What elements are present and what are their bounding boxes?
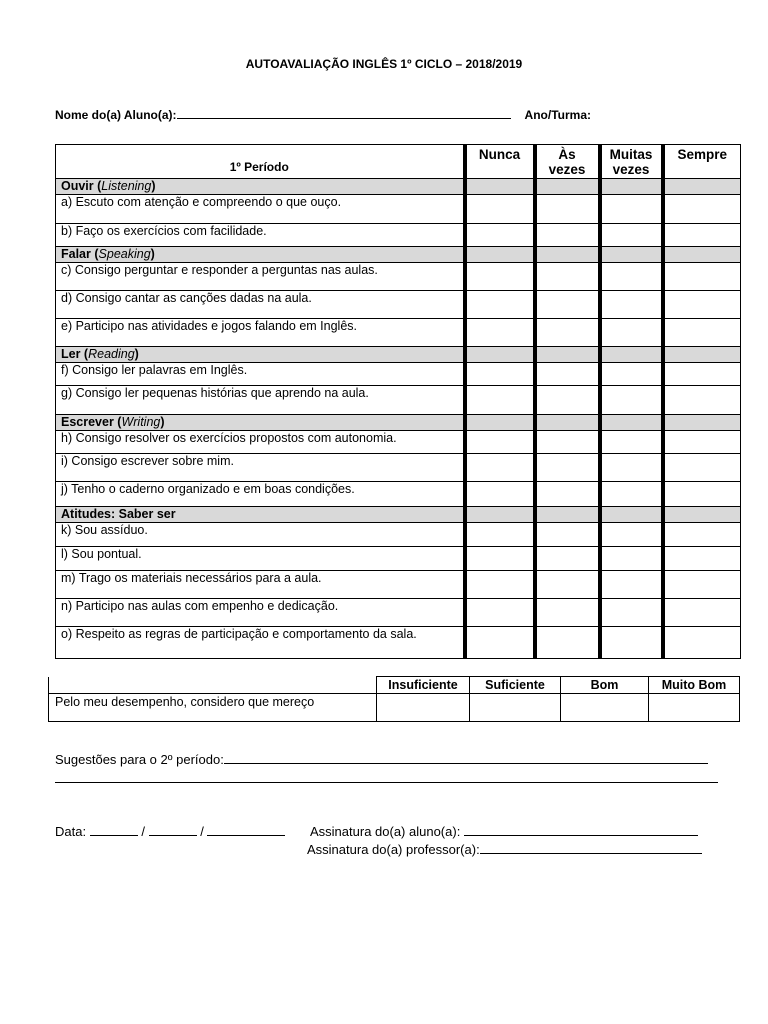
student-signature-row <box>310 822 698 839</box>
grade-cell[interactable] <box>377 694 470 722</box>
table-row <box>56 263 741 291</box>
student-name-label: Nome do(a) Aluno(a): <box>55 108 177 122</box>
suggestions-field[interactable] <box>224 750 708 764</box>
answer-cell[interactable] <box>465 363 535 386</box>
item-label: g) Consigo ler pequenas histórias que aprendo na aula. <box>56 386 465 415</box>
answer-cell[interactable] <box>465 386 535 415</box>
item-label: h) Consigo resolver os exercícios propostos com autonomia. <box>56 431 465 454</box>
answer-cell[interactable] <box>465 319 535 347</box>
table-row <box>56 431 741 454</box>
section-label: Atitudes: Saber ser <box>56 507 465 523</box>
date-label: Data: <box>55 824 87 839</box>
answer-cell[interactable] <box>600 523 663 547</box>
item-label: j) Tenho o caderno organizado e em boas condições. <box>56 482 465 507</box>
item-label: i) Consigo escrever sobre mim. <box>56 454 465 482</box>
suggestions-label: Sugestões para o 2º período: <box>55 752 224 767</box>
section-label: Falar (Speaking) <box>56 247 465 263</box>
item-label: m) Trago os materiais necessários para a aula. <box>56 571 465 599</box>
answer-cell[interactable] <box>535 599 600 627</box>
answer-cell[interactable] <box>663 627 741 659</box>
answer-cell[interactable] <box>663 363 741 386</box>
section-row <box>56 347 741 363</box>
answer-cell[interactable] <box>465 547 535 571</box>
answer-cell[interactable] <box>663 454 741 482</box>
table-row <box>56 224 741 247</box>
answer-cell[interactable] <box>465 571 535 599</box>
answer-cell[interactable] <box>535 224 600 247</box>
answer-cell[interactable] <box>600 482 663 507</box>
answer-cell[interactable] <box>600 431 663 454</box>
page-title: AUTOAVALIAÇÃO INGLÊS 1º CICLO – 2018/2019 <box>245 57 523 71</box>
table-row <box>56 627 741 659</box>
table-row <box>56 386 741 415</box>
answer-cell[interactable] <box>663 386 741 415</box>
teacher-signature-row <box>307 840 702 857</box>
answer-cell[interactable] <box>600 319 663 347</box>
answer-cell[interactable] <box>600 263 663 291</box>
answer-cell[interactable] <box>663 319 741 347</box>
answer-cell[interactable] <box>600 386 663 415</box>
answer-cell[interactable] <box>663 195 741 224</box>
answer-cell[interactable] <box>600 363 663 386</box>
answer-cell[interactable] <box>535 482 600 507</box>
table-row <box>56 482 741 507</box>
teacher-signature-label: Assinatura do(a) professor(a): <box>307 842 480 857</box>
date-separator: / <box>141 824 145 839</box>
table-row <box>56 599 741 627</box>
answer-cell[interactable] <box>535 523 600 547</box>
col-nunca: Nunca <box>465 145 535 179</box>
answer-cell[interactable] <box>535 263 600 291</box>
grade-col-insuficiente: Insuficiente <box>377 677 470 694</box>
student-signature-label: Assinatura do(a) aluno(a): <box>310 824 461 839</box>
answer-cell[interactable] <box>663 431 741 454</box>
grade-header-row <box>49 677 740 694</box>
grade-cell[interactable] <box>561 694 649 722</box>
item-label: b) Faço os exercícios com facilidade. <box>56 224 465 247</box>
date-row <box>55 822 285 839</box>
col-sempre: Sempre <box>663 145 741 179</box>
table-row <box>56 454 741 482</box>
answer-cell[interactable] <box>663 482 741 507</box>
section-label: Escrever (Writing) <box>56 415 465 431</box>
item-label: f) Consigo ler palavras em Inglês. <box>56 363 465 386</box>
col-as-vezes: Às vezes <box>535 145 600 179</box>
grade-row-label: Pelo meu desempenho, considero que mereço <box>49 694 377 722</box>
answer-cell[interactable] <box>465 195 535 224</box>
self-assessment-table <box>55 144 741 659</box>
table-row <box>56 523 741 547</box>
answer-cell[interactable] <box>465 291 535 319</box>
date-year-field[interactable] <box>207 822 285 836</box>
answer-cell[interactable] <box>663 291 741 319</box>
grade-col-muito-bom: Muito Bom <box>649 677 740 694</box>
answer-cell[interactable] <box>663 523 741 547</box>
date-month-field[interactable] <box>149 822 197 836</box>
col-muitas-vezes: Muitas vezes <box>600 145 663 179</box>
item-label: k) Sou assíduo. <box>56 523 465 547</box>
answer-cell[interactable] <box>600 627 663 659</box>
student-name-field[interactable] <box>177 107 511 119</box>
date-day-field[interactable] <box>90 822 138 836</box>
item-label: d) Consigo cantar as canções dadas na aula. <box>56 291 465 319</box>
answer-cell[interactable] <box>663 599 741 627</box>
answer-cell[interactable] <box>535 547 600 571</box>
answer-cell[interactable] <box>465 482 535 507</box>
class-label: Ano/Turma: <box>524 108 591 122</box>
table-row <box>56 319 741 347</box>
table-header-row <box>56 145 741 179</box>
answer-cell[interactable] <box>535 291 600 319</box>
table-row <box>56 363 741 386</box>
answer-cell[interactable] <box>600 454 663 482</box>
section-label: Ouvir (Listening) <box>56 179 465 195</box>
period-header: 1º Período <box>56 145 465 179</box>
answer-cell[interactable] <box>535 386 600 415</box>
answer-cell[interactable] <box>465 627 535 659</box>
answer-cell[interactable] <box>465 454 535 482</box>
answer-cell[interactable] <box>663 224 741 247</box>
answer-cell[interactable] <box>465 224 535 247</box>
item-label: l) Sou pontual. <box>56 547 465 571</box>
student-signature-field[interactable] <box>464 822 698 836</box>
teacher-signature-field[interactable] <box>480 840 702 854</box>
section-row <box>56 179 741 195</box>
suggestions-field-line-2[interactable] <box>55 768 718 783</box>
grade-table <box>48 676 740 722</box>
answer-cell[interactable] <box>535 431 600 454</box>
table-row <box>56 547 741 571</box>
answer-cell[interactable] <box>600 571 663 599</box>
item-label: e) Participo nas atividades e jogos falando em Inglês. <box>56 319 465 347</box>
answer-cell[interactable] <box>535 627 600 659</box>
table-row <box>56 571 741 599</box>
answer-cell[interactable] <box>600 195 663 224</box>
answer-cell[interactable] <box>535 363 600 386</box>
suggestions-row <box>55 750 708 767</box>
answer-cell[interactable] <box>600 224 663 247</box>
answer-cell[interactable] <box>600 547 663 571</box>
grade-cell[interactable] <box>470 694 561 722</box>
table-row <box>56 195 741 224</box>
answer-cell[interactable] <box>465 431 535 454</box>
answer-cell[interactable] <box>465 523 535 547</box>
section-row <box>56 507 741 523</box>
answer-cell[interactable] <box>535 319 600 347</box>
date-separator: / <box>200 824 204 839</box>
item-label: n) Participo nas aulas com empenho e dedicação. <box>56 599 465 627</box>
section-label: Ler (Reading) <box>56 347 465 363</box>
answer-cell[interactable] <box>600 291 663 319</box>
item-label: o) Respeito as regras de participação e comportamento da sala. <box>56 627 465 659</box>
student-name-row <box>55 107 591 122</box>
grade-col-bom: Bom <box>561 677 649 694</box>
answer-cell[interactable] <box>535 454 600 482</box>
section-row <box>56 247 741 263</box>
table-row <box>56 291 741 319</box>
item-label: c) Consigo perguntar e responder a perguntas nas aulas. <box>56 263 465 291</box>
answer-cell[interactable] <box>465 599 535 627</box>
answer-cell[interactable] <box>535 195 600 224</box>
item-label: a) Escuto com atenção e compreendo o que ouço. <box>56 195 465 224</box>
grade-cell[interactable] <box>649 694 740 722</box>
grade-col-suficiente: Suficiente <box>470 677 561 694</box>
answer-cell[interactable] <box>663 547 741 571</box>
answer-cell[interactable] <box>663 263 741 291</box>
answer-cell[interactable] <box>535 571 600 599</box>
section-row <box>56 415 741 431</box>
answer-cell[interactable] <box>600 599 663 627</box>
answer-cell[interactable] <box>465 263 535 291</box>
grade-row <box>49 694 740 722</box>
answer-cell[interactable] <box>663 571 741 599</box>
